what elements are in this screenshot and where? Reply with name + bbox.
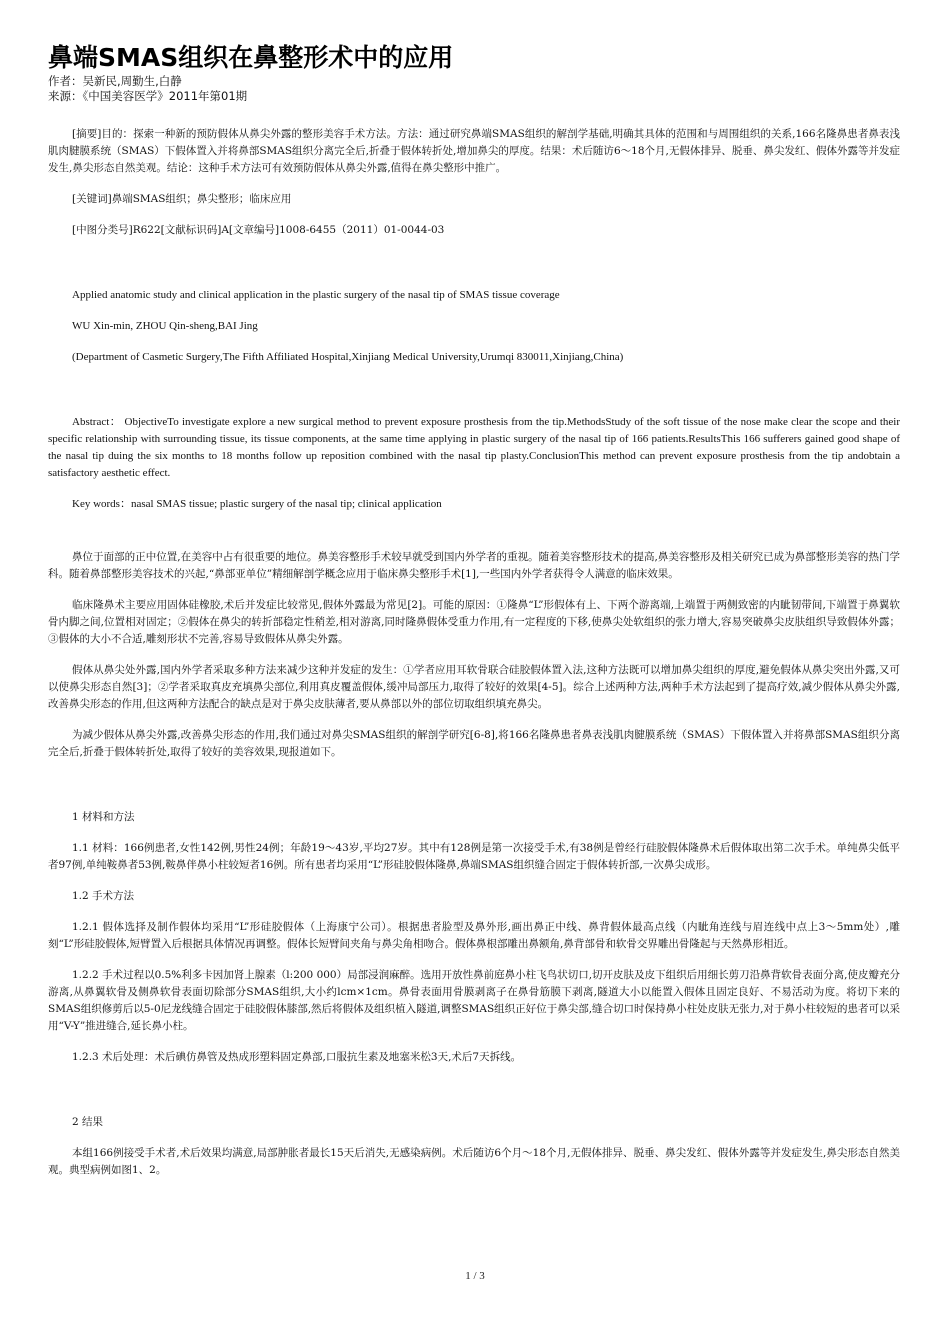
english-keywords: Key words：nasal SMAS tissue; plastic surgery of the nasal tip; clinical application [72, 498, 442, 510]
body-paragraph: 1.1 材料：166例患者,女性142例,男性24例；年龄19～43岁,平均27岁。其中有128例是第一次接受手术,有38例是曾经行硅胶假体隆鼻术后假体取出第二次手术。单纯鼻尖低平者97例,单纯鞍鼻者53例,鞍鼻伴鼻小柱较短者16例。所有患者均采用“L”形硅胶假体隆鼻,鼻端SMAS组织缝合固定于假体转折部,一次鼻尖成形。 [48, 842, 900, 871]
intro-paragraph: 为减少假体从鼻尖外露,改善鼻尖形态的作用,我们通过对鼻尖SMAS组织的解剖学研究[6-8],将166名隆鼻患者鼻表浅肌肉腱膜系统（SMAS）下假体置入并将鼻部SMAS组织分离完全后,折叠于假体转折处,取得了较好的美容效果,现报道如下。 [48, 729, 900, 758]
english-abstract: Abstract： ObjectiveTo investigate explore a new surgical method to prevent exposure prosthesis from the tip.MethodsStudy of the soft tissue of the nose make clear the scope and their specific relationship with surrounding tissue, its tissue components, at the same time applying in plastic surgery of the nasal tip of 166 patients.ResultsThis 166 sufferers gained good shape of the nasal tip duing the six months to 18 months follow up reposition combined with the nasal tip plasty.ConclusionThis method can prevent exposure prosthesis from the tip andobtain a satisfactory aesthetic effect. [48, 416, 900, 479]
article-source: 来源：《中国美容医学》2011年第01期 [48, 89, 248, 103]
intro-paragraph: 鼻位于面部的正中位置,在美容中占有很重要的地位。鼻美容整形手术较早就受到国内外学者的重视。随着美容整形技术的提高,鼻美容整形及相关研究已成为鼻部整形美容的热门学科。随着鼻部整形美容技术的兴起,“鼻部亚单位”精细解剖学概念应用于临床鼻尖整形手术[1],一些国内外学者获得令人满意的临床效果。 [48, 551, 900, 580]
abstract-cn: [摘要]目的：探索一种新的预防假体从鼻尖外露的整形美容手术方法。方法：通过研究鼻端SMAS组织的解剖学基础,明确其具体的范围和与周围组织的关系,166名隆鼻患者鼻表浅肌肉腱膜系统（SMAS）下假体置入并将鼻部SMAS组织分离完全后,折叠于假体转折处,增加鼻尖的厚度。结果：术后随访6～18个月,无假体排异、脱垂、鼻尖发红、假体外露等并发症发生,鼻尖形态自然美观。结论：这种手术方法可有效预防假体从鼻尖外露,值得在鼻尖整形中推广。 [48, 128, 900, 174]
classification-line: [中图分类号]R622[文献标识码]A[文章编号]1008-6455（2011）01-0044-03 [72, 224, 445, 236]
section-heading: 1 材料和方法 [72, 811, 135, 823]
intro-paragraph: 假体从鼻尖处外露,国内外学者采取多种方法来减少这种并发症的发生：①学者应用耳软骨联合硅胶假体置入法,这种方法既可以增加鼻尖组织的厚度,避免假体从鼻尖突出外露,又可以使鼻尖形态自然[3]；②学者采取真皮充填鼻尖部位,利用真皮覆盖假体,缓冲局部压力,取得了较好的效果[4-5]。综合上述两种方法,两种手术方法起到了提高疗效,减少假体从鼻尖外露,改善鼻尖形态的作用,但这两种方法配合的缺点是对于鼻尖皮肤薄者,要从鼻部以外的部位切取组织填充鼻尖。 [48, 664, 900, 710]
body-paragraph: 本组166例接受手术者,术后效果均满意,局部肿胀者最长15天后消失,无感染病例。术后随访6个月～18个月,无假体排异、脱垂、鼻尖发红、假体外露等并发症发生,鼻尖形态自然美观。典型病例如图1、2。 [48, 1147, 900, 1176]
intro-paragraph: 临床隆鼻术主要应用固体硅橡胶,术后并发症比较常见,假体外露最为常见[2]。可能的原因：①隆鼻“L”形假体有上、下两个游离端,上端置于两侧致密的内眦韧带间,下端置于鼻翼软骨内脚之间,位置相对固定；②假体在鼻尖的转折部稳定性稍差,相对游离,同时隆鼻假体受重力作用,有一定程度的下移,使鼻尖处软组织的张力增大,容易突破鼻尖皮肤组织导致假体外露；③假体的大小不合适,雕刻形状不完善,容易导致假体从鼻尖外露。 [48, 599, 900, 645]
english-authors: WU Xin-min, ZHOU Qin-sheng,BAI Jing [72, 320, 258, 332]
subsection-heading: 1.2 手术方法 [72, 890, 135, 902]
page-number: 1 / 3 [465, 1270, 485, 1282]
keywords-cn: [关键词]鼻端SMAS组织；鼻尖整形；临床应用 [72, 193, 292, 205]
english-affiliation: (Department of Casmetic Surgery,The Fifth Affiliated Hospital,Xinjiang Medical University,Urumqi 830011,Xinjiang,China) [72, 351, 624, 363]
article-title: 鼻端SMAS组织在鼻整形术中的应用 [48, 43, 454, 72]
body-paragraph: 1.2.1 假体选择及制作假体均采用“L”形硅胶假体（上海康宁公司）。根据患者脸型及鼻外形,画出鼻正中线、鼻背假体最高点线（内眦角连线与眉连线中点上3～5mm处）,雕刻“L”形硅胶假体,短臂置入后根据具体情况再调整。假体长短臂间夹角与鼻尖角相吻合。假体鼻根部雕出鼻额角,鼻背部骨和软骨交界雕出骨隆起与天然鼻形相近。 [48, 921, 900, 950]
section-heading: 2 结果 [72, 1116, 104, 1128]
body-paragraph: 1.2.2 手术过程以0.5%利多卡因加肾上腺素（l:200 000）局部浸润麻醉。选用开放性鼻前庭鼻小柱飞鸟状切口,切开皮肤及皮下组织后用细长剪刀沿鼻背软骨表面分离,使皮瓣充分游离,从鼻翼软骨及侧鼻软骨表面切除部分SMAS组织,大小约lcm×1cm。鼻骨表面用骨膜剥离子在鼻骨筋膜下剥离,隧道大小以能置入假体且固定良好、不易活动为度。将切下来的SMAS组织修剪后以5-0尼龙线缝合固定于硅胶假体膝部,然后将假体及组织植入隧道,调整SMAS组织正好位于鼻尖部,缝合切口时保持鼻小柱处皮肤无张力,对于鼻小柱较短的患者可以采用“V-Y”推进缝合,延长鼻小柱。 [48, 969, 900, 1032]
body-paragraph: 1.2.3 术后处理：术后碘仿鼻管及热成形塑料固定鼻部,口服抗生素及地塞米松3天,术后7天拆线。 [72, 1051, 522, 1063]
article-authors: 作者：吴新民,周勤生,白静 [48, 74, 182, 88]
english-title: Applied anatomic study and clinical application in the plastic surgery of the nasal tip of SMAS tissue coverage [72, 289, 560, 301]
document-page [48, 42, 900, 1179]
